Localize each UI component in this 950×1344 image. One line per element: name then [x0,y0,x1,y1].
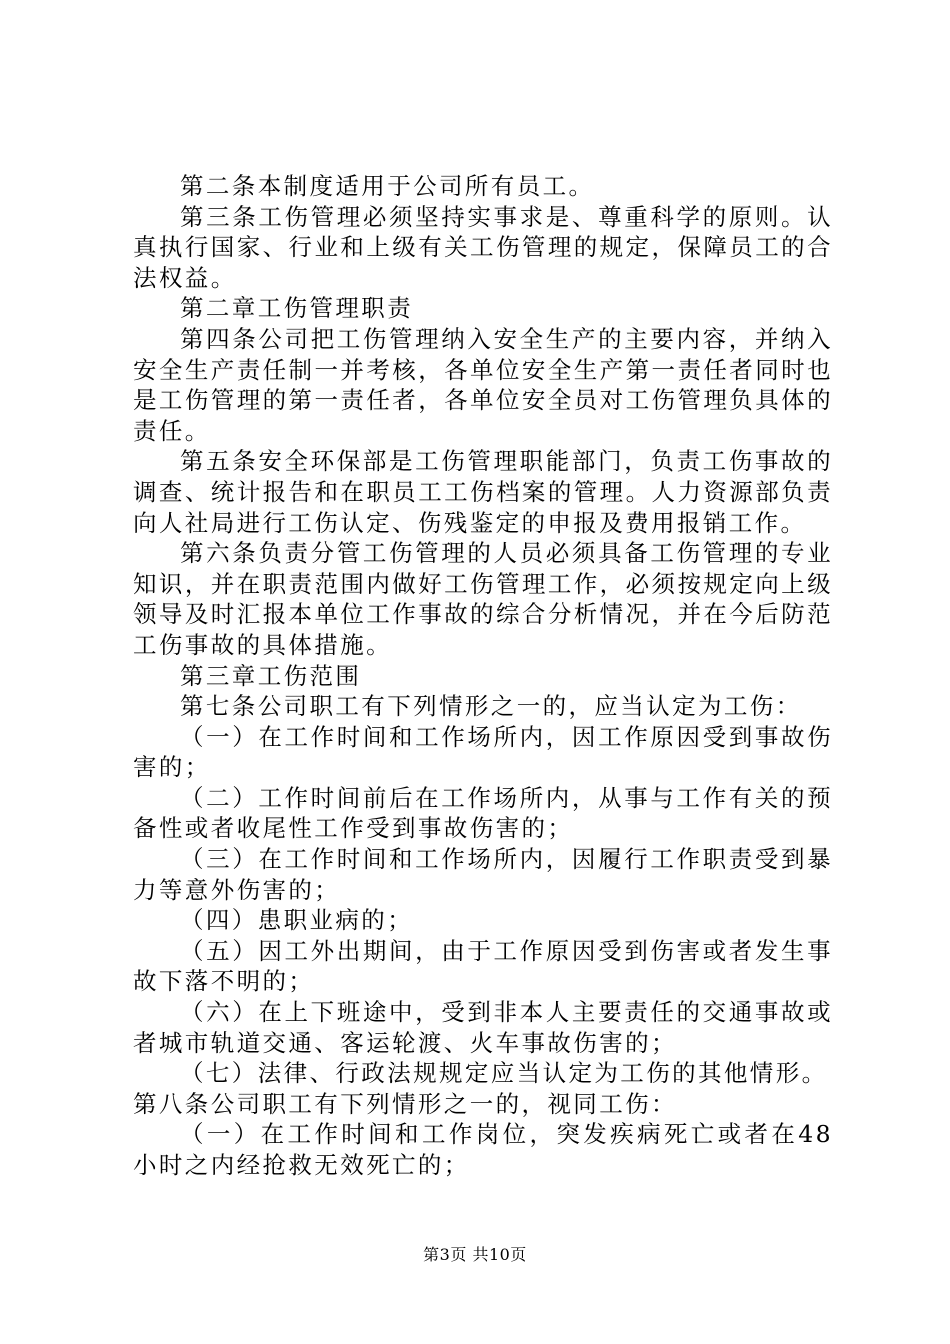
article-7-item-4: （四）患职业病的； [180,906,414,935]
article-3-paragraph: 第三条工伤管理必须坚持实事求是、尊重科学的原则。认真执行国家、行业和上级有关工伤管理的规定，保障员工的合法权益。 [133,202,833,292]
chapter-3-heading: 第三章工伤范围 [180,661,362,690]
chapter-2-heading: 第二章工伤管理职责 [180,294,414,323]
document-body [133,171,833,1181]
article-8-item-1: （一）在工作时间和工作岗位，突发疾病死亡或者在48小时之内经抢救无效死亡的； [133,1120,833,1179]
article-7-item-2: （二）工作时间前后在工作场所内，从事与工作有关的预备性或者收尾性工作受到事故伤害的； [133,783,833,843]
page-number-footer: 第3页 共10页 [423,1245,527,1264]
article-7-item-1: （一）在工作时间和工作场所内，因工作原因受到事故伤害的； [133,722,833,782]
article-7-paragraph: 第七条公司职工有下列情形之一的，应当认定为工伤： [180,692,802,721]
article-2-paragraph: 第二条本制度适用于公司所有员工。 [180,172,595,200]
article-7-item-7: （七）法律、行政法规规定应当认定为工伤的其他情形。 [180,1059,828,1088]
article-5-paragraph: 第五条安全环保部是工伤管理职能部门，负责工伤事故的调查、统计报告和在职员工工伤档案的管理。人力资源部负责向人社局进行工伤认定、伤残鉴定的申报及费用报销工作。 [133,447,833,537]
article-7-item-5: （五）因工外出期间，由于工作原因受到伤害或者发生事故下落不明的； [133,936,833,996]
article-8-paragraph: 第八条公司职工有下列情形之一的，视同工伤： [133,1089,677,1118]
article-6-paragraph: 第六条负责分管工伤管理的人员必须具备工伤管理的专业知识，并在职责范围内做好工伤管理工作，必须按规定向上级领导及时汇报本单位工作事故的综合分析情况，并在今后防范工伤事故的具体措施。 [133,539,833,659]
article-7-item-3: （三）在工作时间和工作场所内，因履行工作职责受到暴力等意外伤害的； [133,845,833,904]
article-7-item-6: （六）在上下班途中，受到非本人主要责任的交通事故或者城市轨道交通、客运轮渡、火车事故伤害的； [133,998,833,1057]
article-4-paragraph: 第四条公司把工伤管理纳入安全生产的主要内容，并纳入安全生产责任制一并考核，各单位安全生产第一责任者同时也是工伤管理的第一责任者，各单位安全员对工伤管理负具体的责任。 [133,324,833,445]
